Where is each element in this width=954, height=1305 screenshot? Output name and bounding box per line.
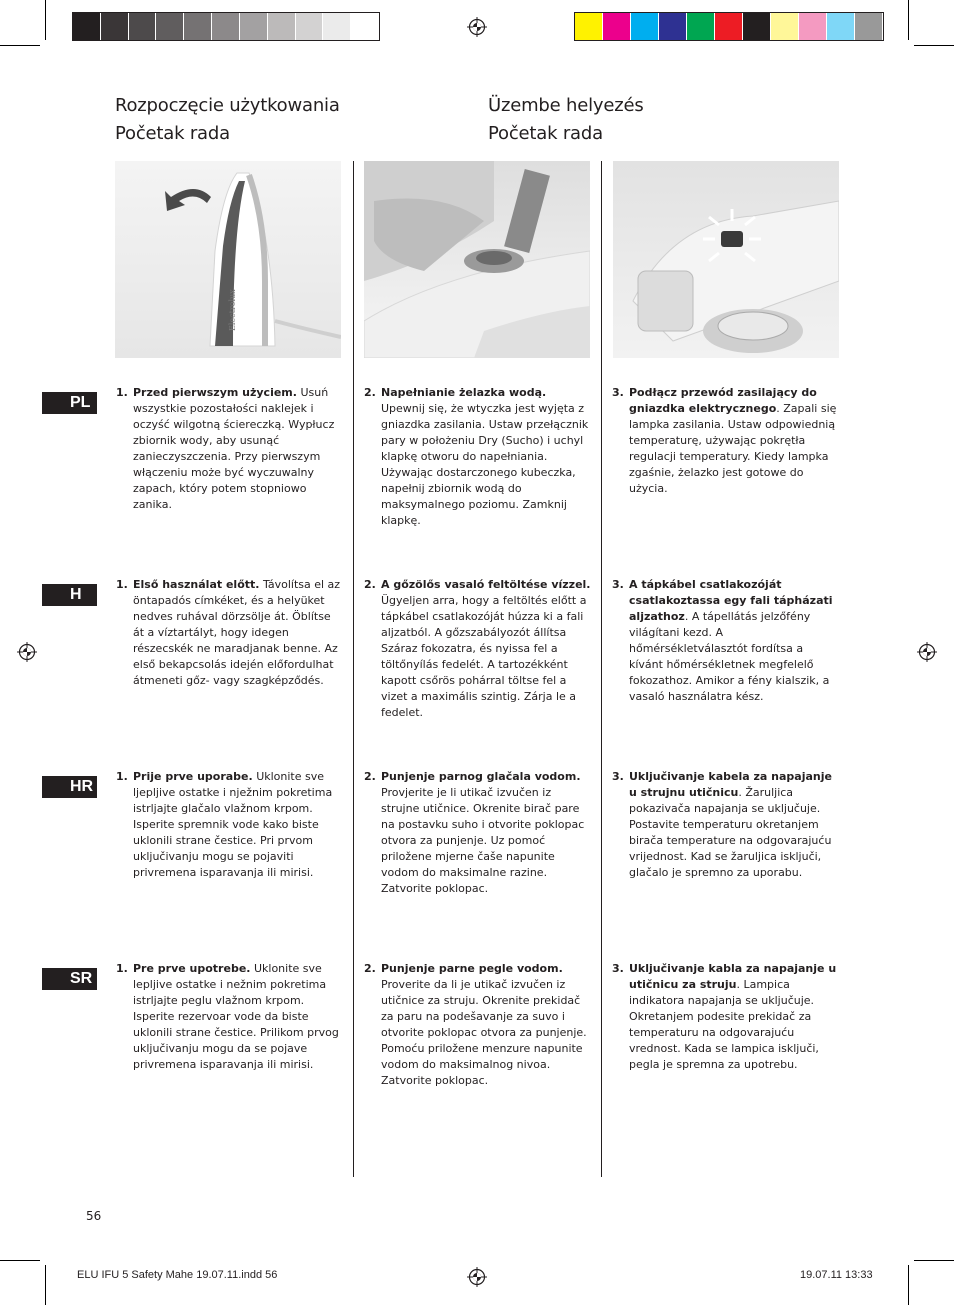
gray-swatch	[212, 13, 240, 40]
step-description: Távolítsa el az öntapadós címkéket, és a helyüket nedves ruhával dörzsölje át. Öblítse át a víztartályt, hogy idegen részecskék ne maradjanak benne. Az első bekapcsolás idején előfordulhat átmeneti gőz- vagy szagképződés.	[133, 578, 341, 687]
photo-iron-upright	[115, 161, 341, 358]
step-text	[629, 961, 840, 1073]
step-title: A tápkábel csatlakozóját csatlakoztassa egy fali tápházati aljzathoz	[629, 578, 833, 623]
step-description: Provjerite je li utikač izvučen iz strujne utičnice. Okrenite birač pare na postavku suho i otvorite poklopac otvora za punjenje. Uz pomoć priložene mjerne čaše napunite vodom do maksimalne razine. Zatvorite poklopac.	[381, 786, 585, 895]
crop-mark	[0, 1260, 40, 1261]
gray-swatch	[73, 13, 101, 40]
gray-swatch	[268, 13, 296, 40]
crop-mark	[45, 1265, 46, 1305]
step-description: Uklonite sve ljepljive ostatke i nježnim pokretima istrljajte glačalo vlažnom krpom. Isperite spremnik vode kako biste uklonili strane čestice. Pri prvom uključivanju mogu se pojaviti privremena isparavanja ili mirisi.	[133, 770, 333, 879]
color-swatch	[855, 13, 883, 40]
step-title: Podłącz przewód zasilający do gniazdka elektrycznego	[629, 386, 817, 415]
crop-mark	[914, 45, 954, 46]
step-text	[133, 769, 344, 881]
step-number: 3.	[612, 386, 624, 399]
color-swatch	[687, 13, 715, 40]
step-number: 2.	[364, 386, 376, 399]
language-badge-sr: SR	[42, 968, 97, 990]
step-1	[116, 577, 344, 689]
registration-mark-icon	[917, 642, 937, 662]
step-description: Uklonite sve lepljive ostatke i nežnim pokretima istrljajte peglu vlažnom krpom. Isperite rezervoar vode da biste uklonili strane čestice. Prilikom prvog uključivanju mogu da se pojave privremena isparavanja ili mirisi.	[133, 962, 339, 1071]
step-text	[381, 769, 592, 897]
crop-mark	[45, 0, 46, 40]
color-swatch	[799, 13, 827, 40]
crop-mark	[0, 45, 40, 46]
step-number: 2.	[364, 962, 376, 975]
color-swatch	[743, 13, 771, 40]
color-swatch	[827, 13, 855, 40]
footer-date: 19.07.11 13:33	[800, 1269, 873, 1281]
step-title: Napełnianie żelazka wodą.	[381, 386, 547, 399]
step-description: Proverite da li je utikač izvučen iz utičnice za struju. Okrenite prekidač za paru na podešavanje za suvo i otvorite poklopac otvora za punjenje. Pomoću priložene menzure napunite vodom do maksimalnog nivoa. Zatvorite poklopac.	[381, 978, 587, 1087]
step-title: Első használat előtt.	[133, 578, 260, 591]
color-swatch	[659, 13, 687, 40]
gray-swatch	[296, 13, 324, 40]
color-swatch	[603, 13, 631, 40]
step-text	[133, 577, 344, 689]
registration-mark-icon	[17, 642, 37, 662]
step-title: A gőzölős vasaló feltöltése vízzel.	[381, 578, 591, 591]
gray-swatch	[184, 13, 212, 40]
step-text	[629, 769, 840, 881]
step-title: Punjenje parne pegle vodom.	[381, 962, 563, 975]
color-calibration-strip	[574, 12, 884, 41]
registration-mark-icon	[467, 17, 487, 37]
gray-swatch	[156, 13, 184, 40]
language-badge-hr: HR	[42, 776, 97, 798]
gray-swatch	[129, 13, 157, 40]
language-badge-h: H	[42, 584, 97, 606]
step-number: 2.	[364, 770, 376, 783]
step-3	[612, 577, 840, 705]
gray-swatch	[101, 13, 129, 40]
step-title: Punjenje parnog glačala vodom.	[381, 770, 581, 783]
step-description: Ügyeljen arra, hogy a feltöltés előtt a tápkábel csatlakozóját húzza ki a fali aljzatból. A gőzszabályozót állítsa Száraz fokozatra, és nyissa fel a töltőnyílás fedelét. A tartozékként kapott csőrös pohárral töltse fel a vizet a maximális szintig. Zárja le a fedelet.	[381, 594, 587, 719]
step-number: 2.	[364, 578, 376, 591]
step-number: 1.	[116, 578, 128, 591]
step-2	[364, 961, 592, 1089]
heading-left-line2: Početak rada	[115, 123, 230, 144]
brand-text: Electrolux	[228, 289, 237, 331]
step-3	[612, 961, 840, 1073]
step-title: Uključivanje kabla za napajanje u utičnicu za struju	[629, 962, 837, 991]
step-title: Pre prve upotrebe.	[133, 962, 251, 975]
step-1	[116, 385, 344, 513]
step-description: . Lampica indikatora napajanja se uključuje. Okretanjem podesite prekidač za temperaturu na odgovarajuću vrednost. Kada se lampica isključi, pegla je spremna za upotrebu.	[629, 978, 819, 1071]
gray-swatch	[351, 13, 379, 40]
step-description: . Zapali się lampka zasilania. Ustaw odpowiednią temperaturę, używając pokrętła regulacji temperatury. Kiedy lampka zgaśnie, żelazko jest gotowe do użycia.	[629, 402, 837, 495]
step-number: 3.	[612, 578, 624, 591]
step-description: . Žaruljica pokazivača napajanja se uključuje. Postavite temperaturu okretanjem birača temperature na odgovarajuću vrijednost. Kad se žaruljica isključi, glačalo je spremno za uporabu.	[629, 786, 832, 879]
step-2	[364, 769, 592, 897]
curved-arrow-icon	[165, 189, 211, 211]
step-number: 3.	[612, 962, 624, 975]
step-2	[364, 385, 592, 529]
crop-mark	[914, 1260, 954, 1261]
gray-swatch	[240, 13, 268, 40]
color-swatch	[575, 13, 603, 40]
step-number: 3.	[612, 770, 624, 783]
footer-file: ELU IFU 5 Safety Mahe 19.07.11.indd 56	[77, 1269, 278, 1281]
step-text	[381, 577, 592, 721]
step-description: . A tápellátás jelzőfény világítani kezd. A hőmérsékletválasztót fordítsa a kívánt hőmérsékletnek megfelelő fokozathoz. Amikor a fény kialszik, a vasaló használatra kész.	[629, 610, 830, 703]
step-text	[381, 385, 592, 529]
step-2	[364, 577, 592, 721]
heading-right-line2: Početak rada	[488, 123, 603, 144]
step-description: Upewnij się, że wtyczka jest wyjęta z gniazdka zasilania. Ustaw przełącznik pary w położeniu Dry (Sucho) i uchyl klapkę otworu do napełniania. Używając dostarczonego kubeczka, napełnij zbiornik wodą do maksymalnego poziomu. Zamknij klapkę.	[381, 402, 589, 527]
step-title: Prije prve uporabe.	[133, 770, 253, 783]
step-text	[381, 961, 592, 1089]
column-divider	[353, 161, 354, 1177]
crop-mark	[908, 0, 909, 40]
heading-right-line1: Üzembe helyezés	[488, 95, 644, 116]
step-text	[133, 385, 344, 513]
color-swatch	[771, 13, 799, 40]
gray-swatch	[323, 13, 351, 40]
crop-mark	[908, 1265, 909, 1305]
step-3	[612, 385, 840, 497]
step-description: Usuń wszystkie pozostałości naklejek i oczyść wilgotną ściereczką. Wypłucz zbiornik wody, aby usunąć zanieczyszczenia. Przy pierwszym włączeniu może być wyczuwalny zapach, który potem stopniowo zanika.	[133, 386, 335, 511]
step-text	[133, 961, 344, 1073]
step-number: 1.	[116, 962, 128, 975]
gray-calibration-strip	[72, 12, 380, 41]
step-3	[612, 769, 840, 881]
heading-left-line1: Rozpoczęcie użytkowania	[115, 95, 340, 116]
step-1	[116, 769, 344, 881]
registration-mark-icon	[467, 1267, 487, 1287]
step-text	[629, 385, 840, 497]
step-title: Uključivanje kabela za napajanje u strujnu utičnicu	[629, 770, 832, 799]
step-1	[116, 961, 344, 1073]
step-number: 1.	[116, 386, 128, 399]
page-number: 56	[86, 1209, 102, 1223]
language-badge-pl: PL	[42, 392, 97, 414]
photo-filling-water	[364, 161, 590, 358]
column-divider	[601, 161, 602, 1177]
step-number: 1.	[116, 770, 128, 783]
step-title: Przed pierwszym użyciem.	[133, 386, 297, 399]
color-swatch	[631, 13, 659, 40]
color-swatch	[715, 13, 743, 40]
step-text	[629, 577, 840, 705]
photo-power-light	[613, 161, 839, 358]
